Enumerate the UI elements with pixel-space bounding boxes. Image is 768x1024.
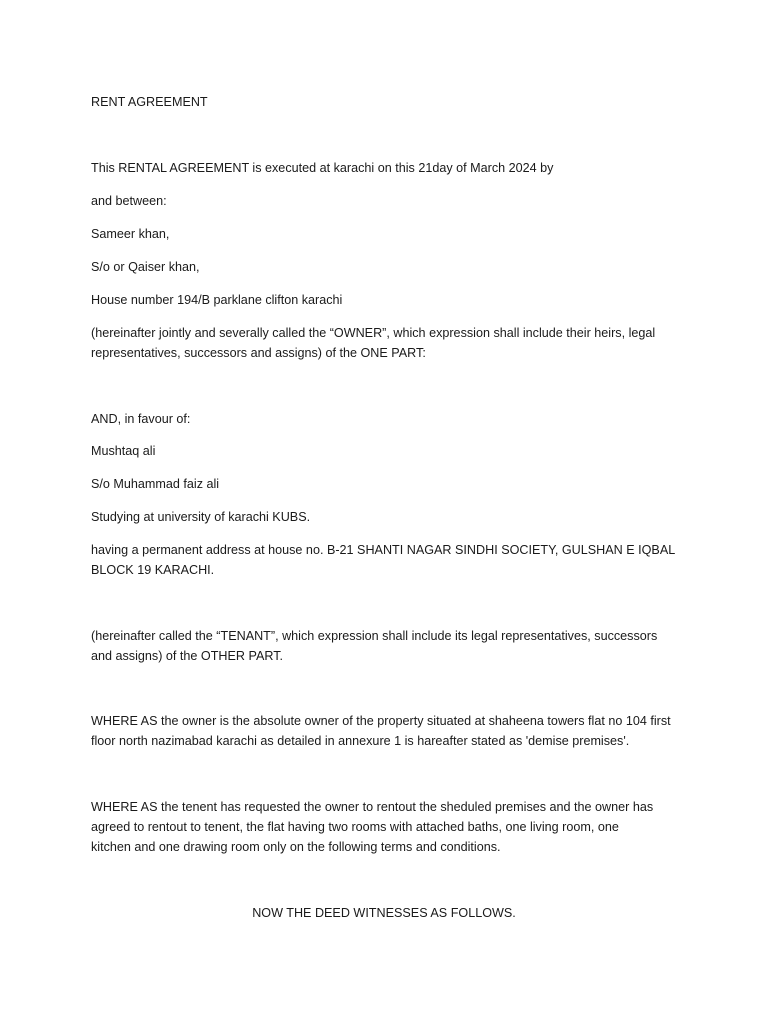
whereas-1-line-2: floor north nazimabad karachi as detailed in annexure 1 is hareafter stated as 'demise premises'. bbox=[91, 734, 630, 748]
tenant-address-line-1: having a permanent address at house no. B-21 SHANTI NAGAR SINDHI SOCIETY, GULSHAN E IQBAL bbox=[91, 543, 676, 557]
whereas-1-line-1: WHERE AS the owner is the absolute owner of the property situated at shaheena towers flat no 104 first bbox=[91, 714, 671, 728]
owner-clause-line-2: representatives, successors and assigns) of the ONE PART: bbox=[91, 346, 426, 360]
tenant-clause-line-1: (hereinafter called the “TENANT”, which expression shall include its legal representatives, successors bbox=[91, 629, 658, 643]
tenant-clause-line-2: and assigns) of the OTHER PART. bbox=[91, 649, 284, 663]
owner-parent: S/o or Qaiser khan, bbox=[91, 260, 200, 274]
owner-clause-line-1: (hereinafter jointly and severally called the “OWNER”, which expression shall include their heirs, legal bbox=[91, 326, 656, 340]
document-title: RENT AGREEMENT bbox=[91, 95, 208, 109]
tenant-heading: AND, in favour of: bbox=[91, 412, 191, 426]
tenant-address-line-2: BLOCK 19 KARACHI. bbox=[91, 563, 215, 577]
owner-address: House number 194/B parklane clifton karachi bbox=[91, 293, 343, 307]
tenant-studying: Studying at university of karachi KUBS. bbox=[91, 510, 311, 524]
intro-line-2: and between: bbox=[91, 194, 167, 208]
tenant-parent: S/o Muhammad faiz ali bbox=[91, 477, 220, 491]
tenant-name: Mushtaq ali bbox=[91, 444, 156, 458]
owner-name: Sameer khan, bbox=[91, 227, 170, 241]
whereas-2-line-2: agreed to rentout to tenent, the flat having two rooms with attached baths, one living room, one bbox=[91, 820, 619, 834]
intro-line-1: This RENTAL AGREEMENT is executed at karachi on this 21day of March 2024 by bbox=[91, 161, 554, 175]
deed-heading: NOW THE DEED WITNESSES AS FOLLOWS. bbox=[252, 906, 516, 920]
whereas-2-line-1: WHERE AS the tenent has requested the owner to rentout the sheduled premises and the owner has bbox=[91, 800, 654, 814]
whereas-2-line-3: kitchen and one drawing room only on the following terms and conditions. bbox=[91, 840, 501, 854]
